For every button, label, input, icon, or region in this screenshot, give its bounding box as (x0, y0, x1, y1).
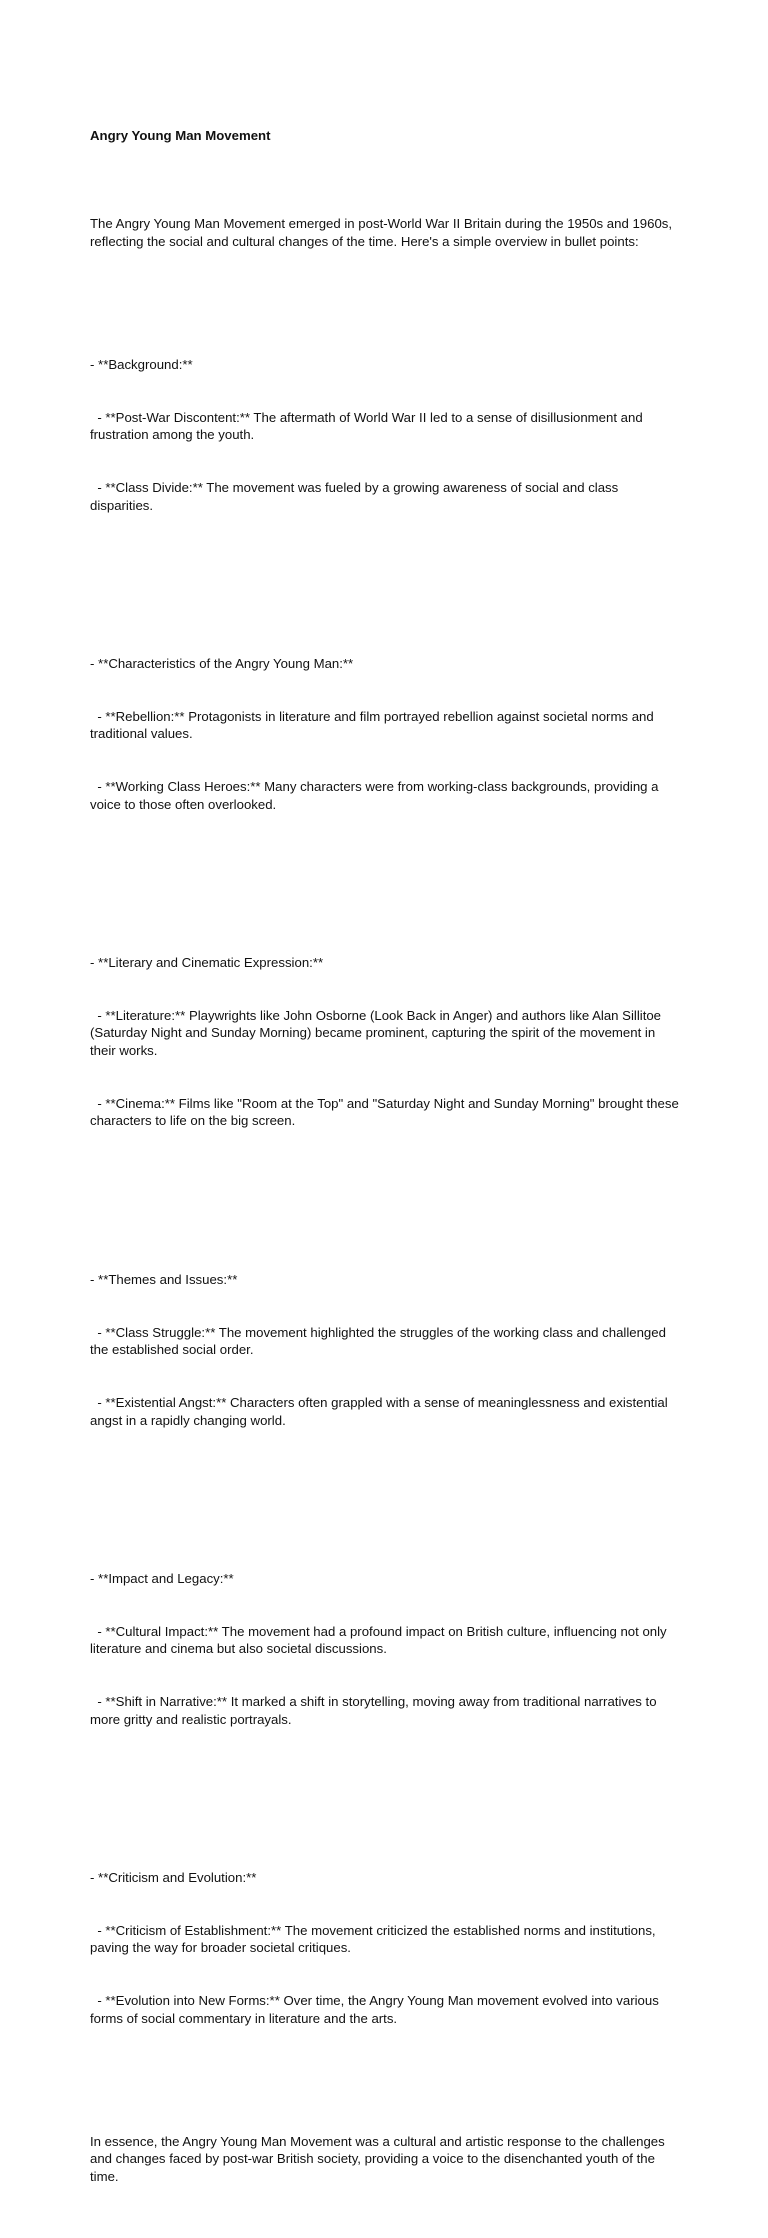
section-background (90, 321, 682, 550)
section-heading: - **Themes and Issues:** (90, 1271, 238, 1287)
intro-paragraph: The Angry Young Man Movement emerged in post-World War II Britain during the 1950s and 1960s, reflecting the social and cultural changes of the time. Here's a simple overview in bullet points: (90, 216, 676, 249)
section-heading: - **Impact and Legacy:** (90, 1570, 234, 1586)
section-literary-cinematic (90, 919, 682, 1165)
section-heading: - **Literary and Cinematic Expression:** (90, 955, 324, 971)
bullet-item: - **Rebellion:** Protagonists in literature and film portrayed rebellion against societal norms and traditional values. (90, 708, 658, 742)
bullet-item: - **Class Struggle:** The movement highlighted the struggles of the working class and challenged the established social order. (90, 1324, 670, 1358)
section-heading: - **Criticism and Evolution:** (90, 1869, 257, 1885)
conclusion-paragraph: In essence, the Angry Young Man Movement was a cultural and artistic response to the challenges and changes faced by post-war British society, providing a voice to the disenchanted youth of the time. (90, 2133, 669, 2185)
document-title: Angry Young Man Movement (90, 128, 271, 144)
bullet-item: - **Cinema:** Films like "Room at the Top" and "Saturday Night and Sunday Morning" brought these characters to life on the big screen. (90, 1095, 683, 1129)
section-heading: - **Background:** (90, 356, 193, 372)
bullet-item: - **Literature:** Playwrights like John Osborne (Look Back in Anger) and authors like Alan Sillitoe (Saturday Night and Sunday Morning) became prominent, capturing the spirit of the movement in their works. (90, 1007, 665, 1059)
section-heading: - **Characteristics of the Angry Young Man:** (90, 656, 354, 671)
section-characteristics (90, 620, 682, 849)
bullet-item: - **Post-War Discontent:** The aftermath of World War II led to a sense of disillusionment and frustration among the youth. (90, 409, 647, 443)
bullet-item: - **Working Class Heroes:** Many characters were from working-class backgrounds, providing a voice to those often overlooked. (90, 779, 663, 812)
section-criticism-evolution (90, 1834, 682, 2063)
bullet-item: - **Shift in Narrative:** It marked a shift in storytelling, moving away from traditional narratives to more gritty and realistic portrayals. (90, 1694, 661, 1727)
bullet-item: - **Criticism of Establishment:** The movement criticized the established norms and institutions, paving the way for broader societal critiques. (90, 1922, 660, 1956)
section-themes-issues (90, 1236, 682, 1465)
bullet-item: - **Class Divide:** The movement was fueled by a growing awareness of social and class disparities. (90, 480, 622, 513)
section-impact-legacy (90, 1535, 682, 1764)
bullet-item: - **Evolution into New Forms:** Over time, the Angry Young Man movement evolved into various forms of social commentary in literature and the arts. (90, 1993, 663, 2026)
bullet-item: - **Cultural Impact:** The movement had a profound impact on British culture, influencing not only literature and cinema but also societal discussions. (90, 1623, 671, 1657)
document-content (90, 92, 682, 2238)
bullet-item: - **Existential Angst:** Characters often grappled with a sense of meaninglessness and existential angst in a rapidly changing world. (90, 1394, 672, 1428)
